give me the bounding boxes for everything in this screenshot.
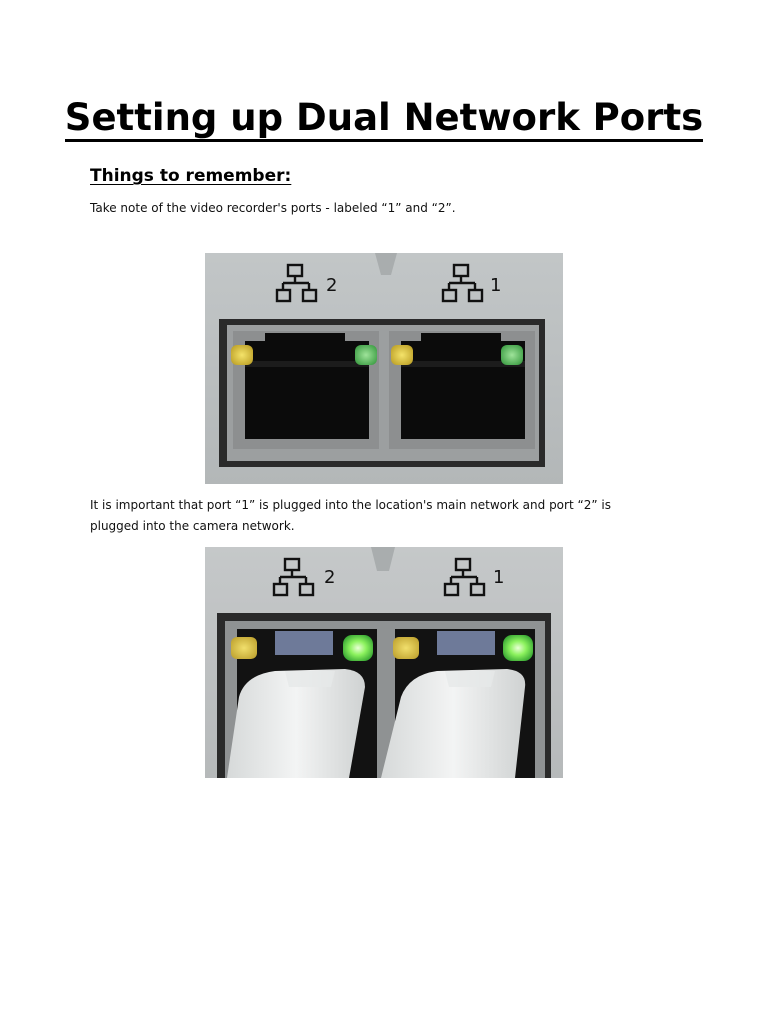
port-1-number: 1 bbox=[493, 567, 505, 588]
port-2-yellow-led bbox=[231, 345, 253, 365]
port-2-green-led bbox=[343, 635, 373, 661]
port-1-yellow-led bbox=[391, 345, 413, 365]
port-2-green-led bbox=[355, 345, 377, 365]
ethernet-port-1 bbox=[389, 331, 535, 449]
port-1-green-led bbox=[501, 345, 523, 365]
ethernet-port-2 bbox=[231, 331, 379, 449]
port-assignment-paragraph: It is important that port “1” is plugged into the location's main network and port “2” is plugged into the camera network. bbox=[90, 498, 611, 533]
port-2-number: 2 bbox=[326, 275, 338, 296]
port-1-yellow-led bbox=[393, 637, 419, 659]
port-1-green-led bbox=[503, 635, 533, 661]
port-2-yellow-led bbox=[231, 637, 257, 659]
ports-plugged-photo bbox=[205, 547, 563, 778]
page-title-text: Setting up Dual Network Ports bbox=[65, 97, 703, 142]
port-2-number: 2 bbox=[324, 567, 336, 588]
things-to-remember-heading: Things to remember: bbox=[90, 166, 292, 186]
port-1-number: 1 bbox=[490, 275, 502, 296]
ports-note-paragraph: Take note of the video recorder's ports - labeled “1” and “2”. bbox=[90, 201, 456, 215]
page-title bbox=[0, 96, 768, 142]
ports-unplugged-photo bbox=[205, 253, 563, 484]
